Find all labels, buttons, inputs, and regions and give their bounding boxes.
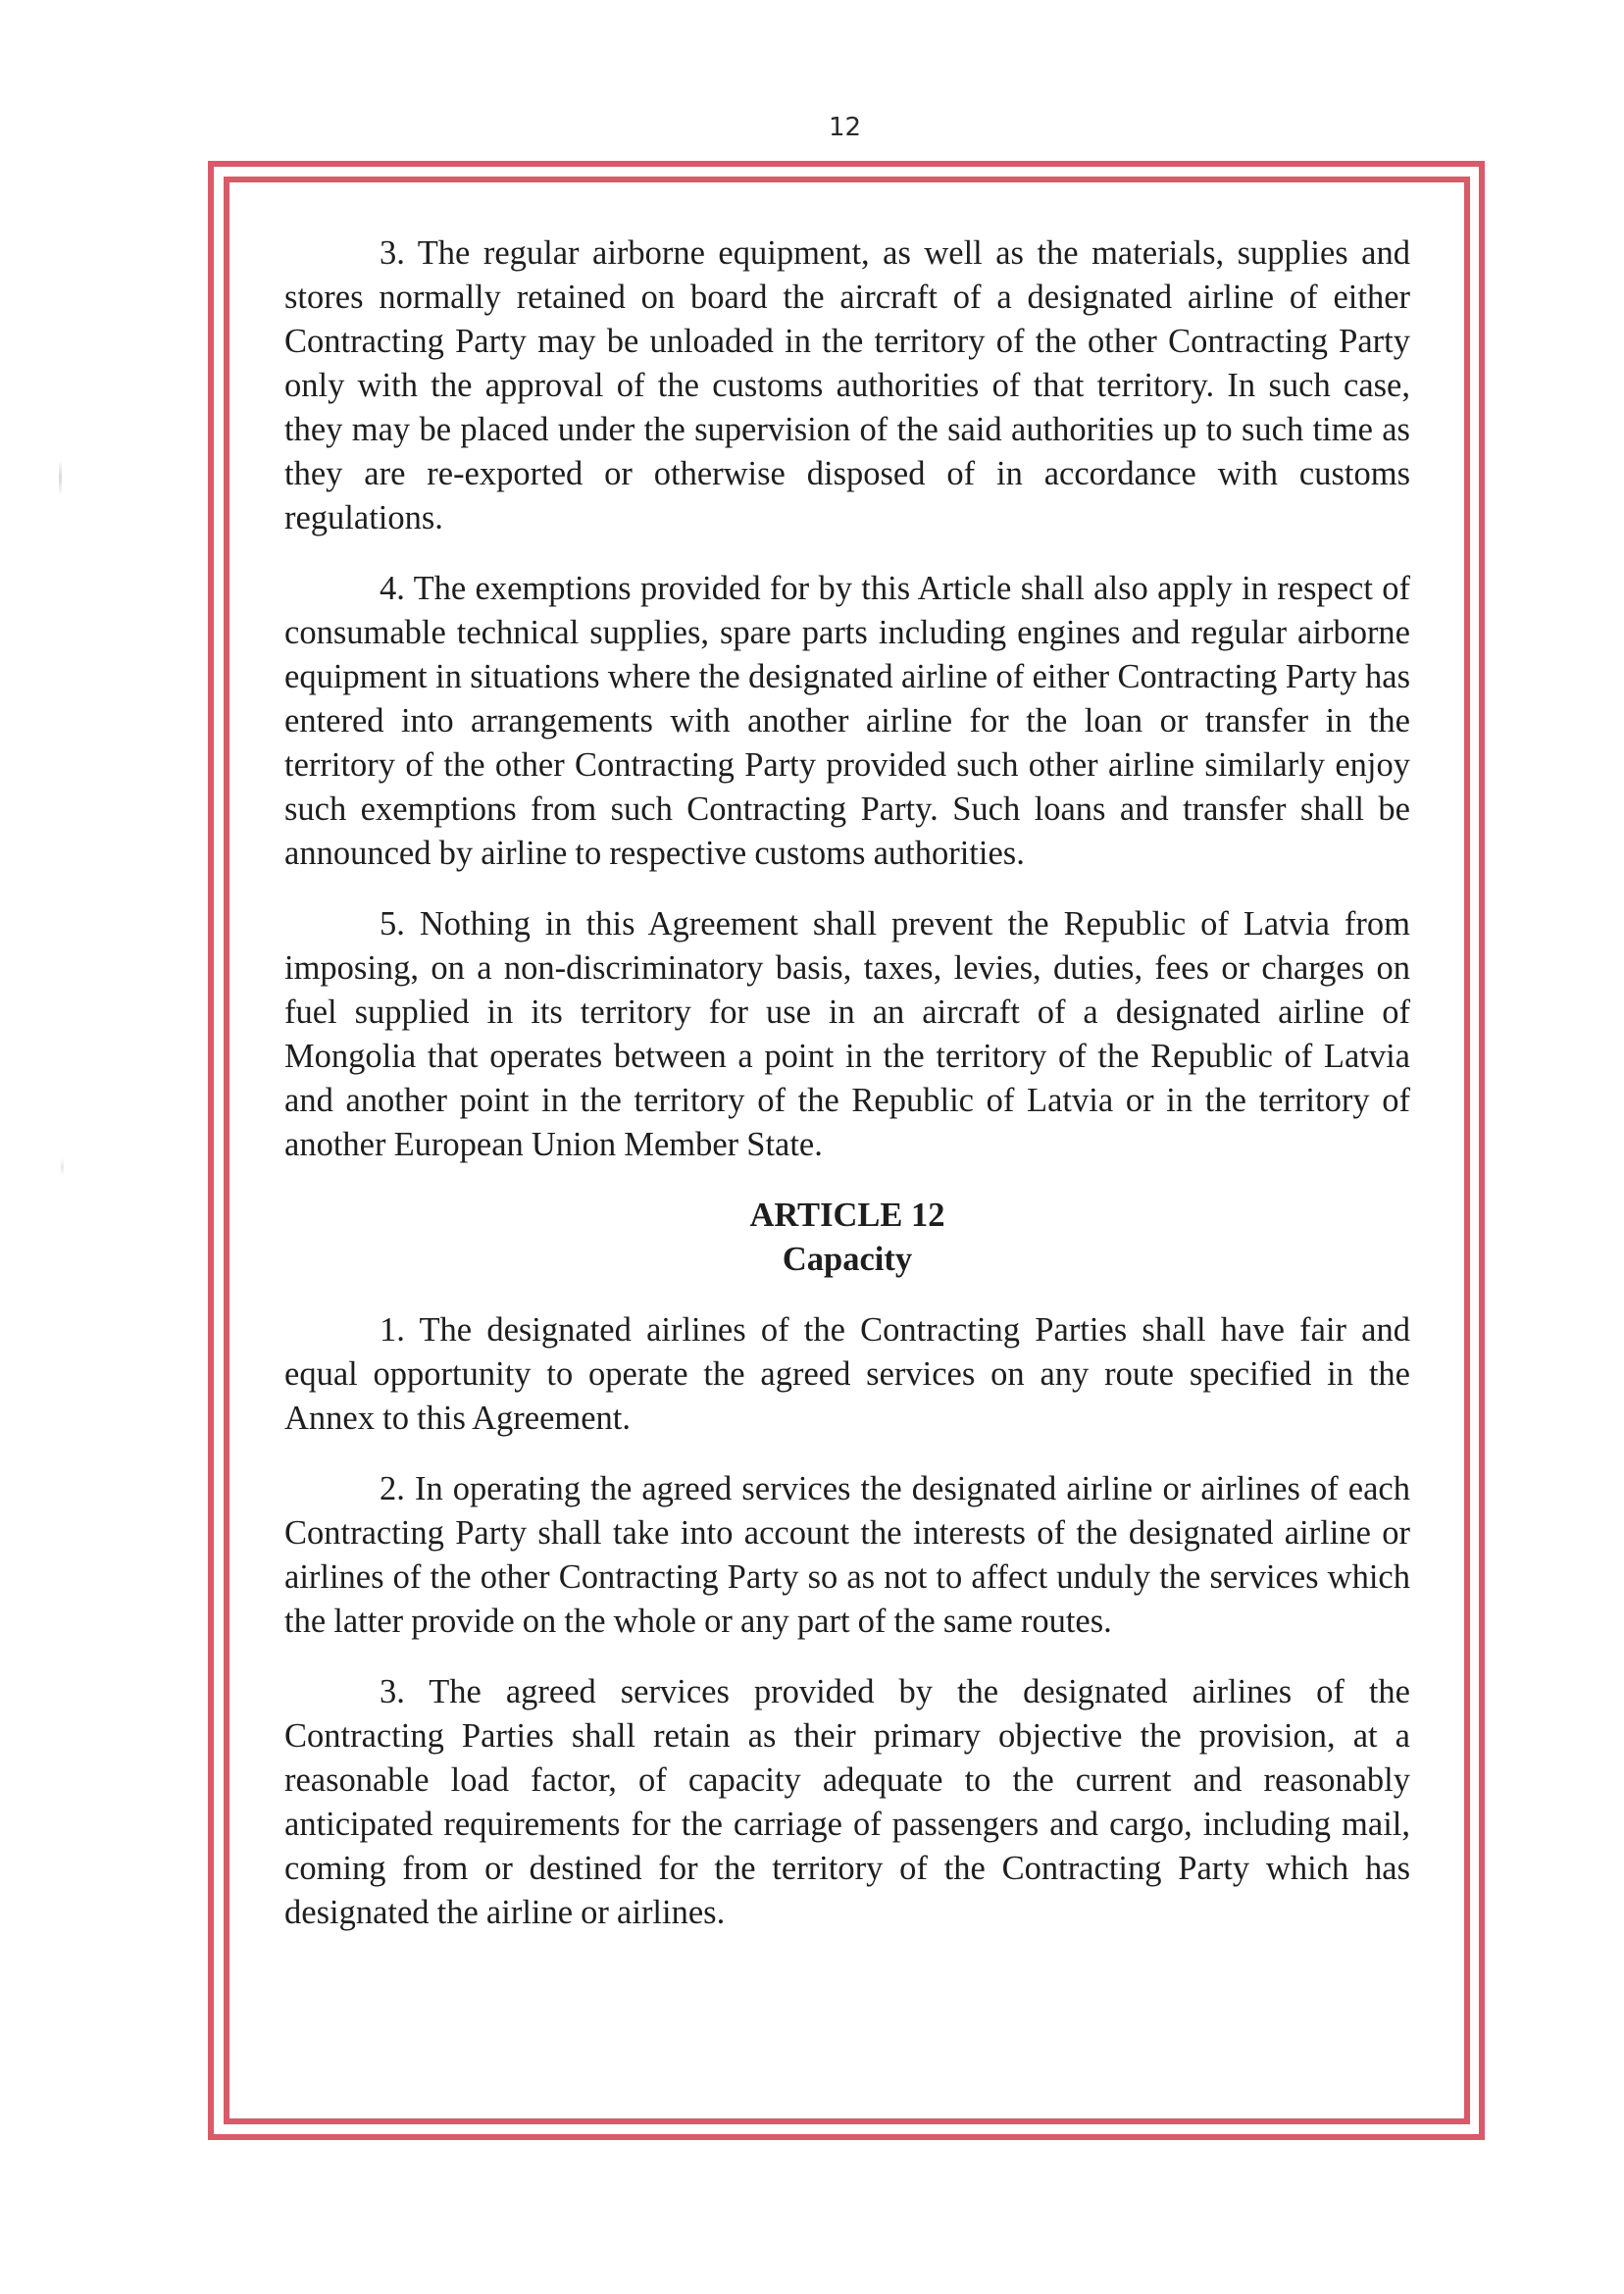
paragraph-12-2: 2. In operating the agreed services the designated airline or airlines of each Contracting Party shall take into account the interests of the designated airline or airlines of the other Contracting Party so as not to affect unduly the services which the latter provide on the whole or any part of the same routes. bbox=[284, 1470, 1410, 1640]
article-heading: ARTICLE 12 bbox=[749, 1197, 945, 1234]
paragraph-12-3: 3. The agreed services provided by the designated airlines of the Contracting Parties shall retain as their primary objective the provision, at a reasonable load factor, of capacity adequate to the current and reasonably anticipated requirements for the carriage of passengers and cargo, including mail, coming from or destined for the territory of the Contracting Party which has designated the airline or airlines. bbox=[284, 1673, 1410, 1931]
scan-mark bbox=[61, 1157, 64, 1177]
paragraph-11-5: 5. Nothing in this Agreement shall prevent the Republic of Latvia from imposing, on a non-discriminatory basis, taxes, levies, duties, fees or charges on fuel supplied in its territory for use in an aircraft of a designated airline of Mongolia that operates between a point in the territory of the Republic of Latvia and another point in the territory of the Republic of Latvia or in the territory of another European Union Member State. bbox=[284, 905, 1410, 1163]
article-12-heading-block bbox=[284, 1194, 1410, 1282]
document-body bbox=[284, 231, 1410, 1962]
scan-mark bbox=[59, 459, 62, 496]
paragraph-11-4: 4. The exemptions provided for by this Article shall also apply in respect of consumable technical supplies, spare parts including engines and regular airborne equipment in situations where the designated airline of either Contracting Party has entered into arrangements with another airline for the loan or transfer in the territory of the other Contracting Party provided such other airline similarly enjoy such exemptions from such Contracting Party. Such loans and transfer shall be announced by airline to respective customs authorities. bbox=[284, 570, 1410, 872]
paragraph-12-1: 1. The designated airlines of the Contracting Parties shall have fair and equal opportunity to operate the agreed services on any route specified in the Annex to this Agreement. bbox=[284, 1311, 1410, 1437]
page-number: 12 bbox=[828, 113, 862, 142]
article-title: Capacity bbox=[782, 1241, 913, 1278]
paragraph-11-3: 3. The regular airborne equipment, as well as the materials, supplies and stores normally retained on board the aircraft of a designated airline of either Contracting Party may be unloaded in the territory of the other Contracting Party only with the approval of the customs authorities of that territory. In such case, they may be placed under the supervision of the said authorities up to such time as they are re-exported or otherwise disposed of in accordance with customs regulations. bbox=[284, 234, 1410, 536]
